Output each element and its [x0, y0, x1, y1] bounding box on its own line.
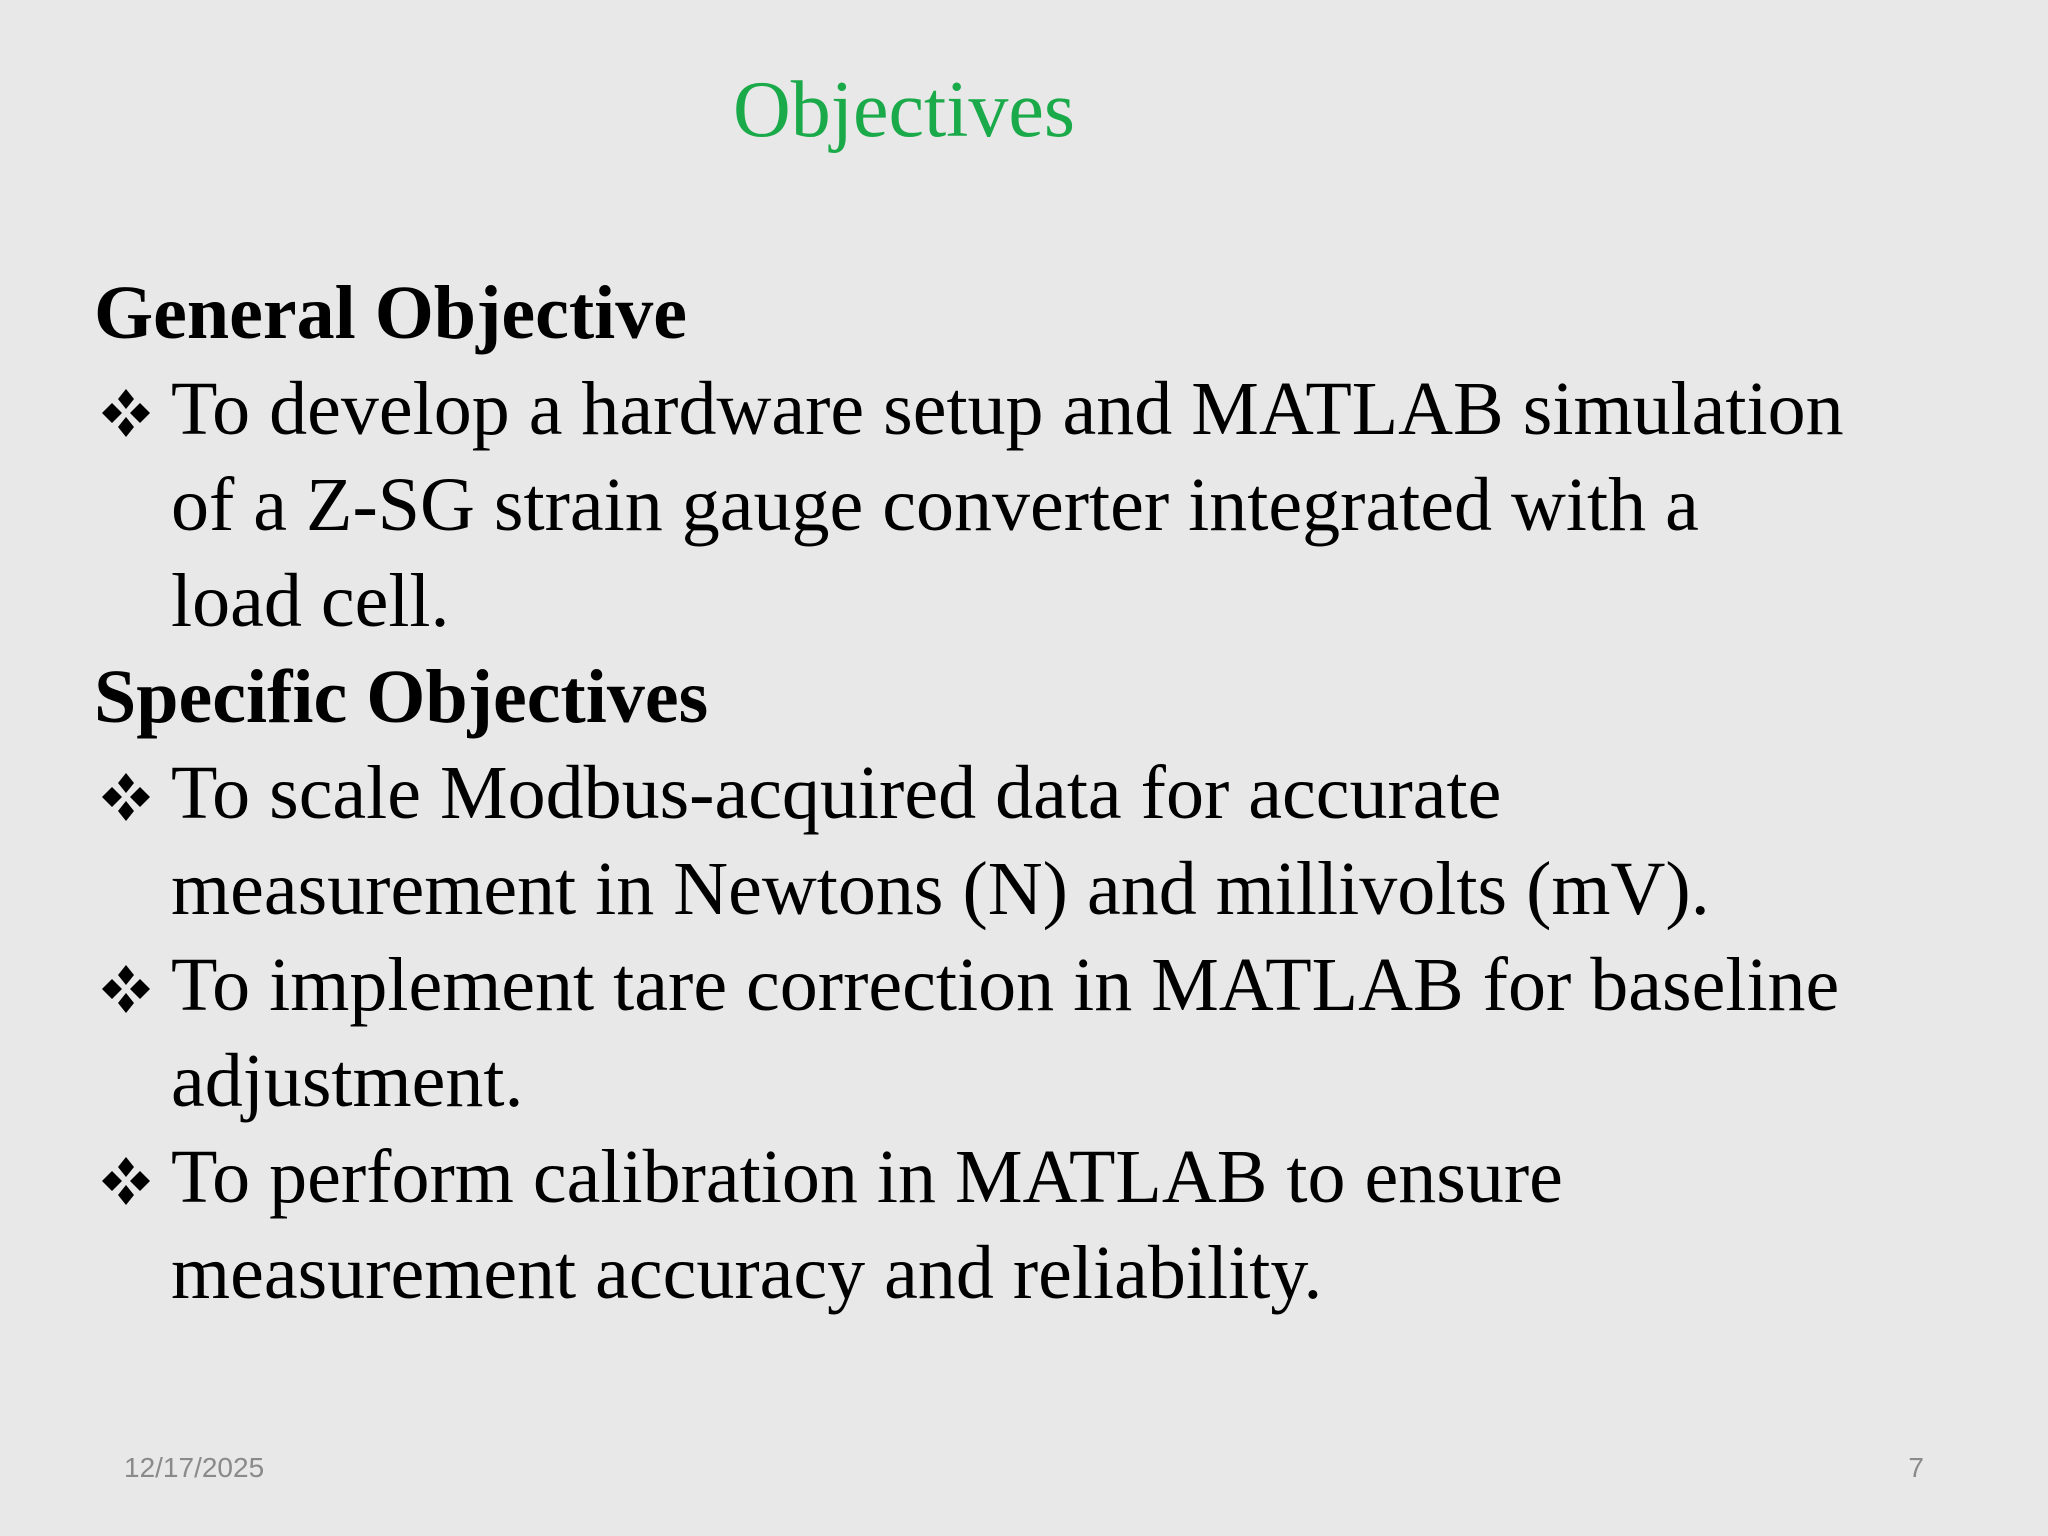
specific-objective-item	[94, 745, 2021, 937]
four-diamond-bullet-icon	[98, 1153, 154, 1209]
item-line: adjustment.	[171, 1039, 524, 1123]
specific-objective-item	[94, 1129, 2021, 1321]
general-objective-item	[94, 361, 2021, 649]
slide-content	[94, 265, 1994, 1321]
four-diamond-bullet-icon	[98, 769, 154, 825]
footer-page-number: 7	[1908, 1452, 1924, 1483]
general-objective-heading: General Objective	[94, 271, 688, 355]
four-diamond-bullet-icon	[98, 385, 154, 441]
item-line: To perform calibration in MATLAB to ensure	[171, 1135, 1563, 1219]
specific-objectives-heading: Specific Objectives	[94, 655, 709, 739]
item-line: measurement in Newtons (N) and millivolts (mV).	[171, 847, 1710, 931]
item-line: load cell.	[171, 559, 450, 643]
slide-title: Objectives	[732, 66, 1076, 154]
footer-date: 12/17/2025	[124, 1452, 265, 1483]
four-diamond-bullet-icon	[98, 961, 154, 1017]
item-line: measurement accuracy and reliability.	[171, 1231, 1323, 1315]
specific-objective-item	[94, 937, 2021, 1129]
item-line: To scale Modbus-acquired data for accurate	[171, 751, 1502, 835]
item-line: To implement tare correction in MATLAB for baseline	[171, 943, 1840, 1027]
item-line: of a Z-SG strain gauge converter integrated with a	[171, 463, 1699, 547]
item-line: To develop a hardware setup and MATLAB simulation	[171, 367, 1844, 451]
